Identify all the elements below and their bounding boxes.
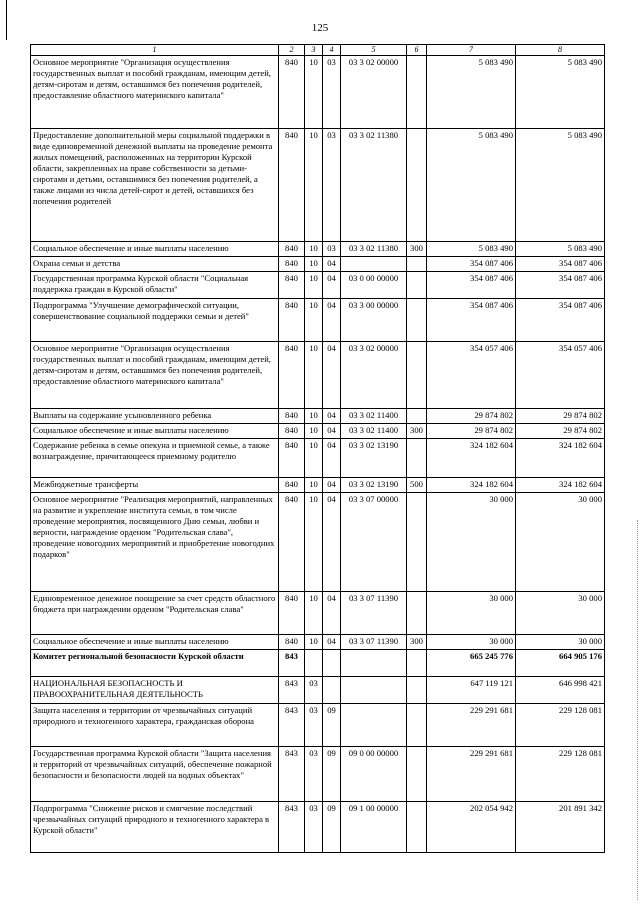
row-ministry: 843 xyxy=(279,747,305,802)
table-row xyxy=(31,802,605,853)
row-target-article: 09 1 00 00000 xyxy=(341,802,407,853)
row-subsection: 04 xyxy=(323,342,341,409)
row-ministry: 840 xyxy=(279,342,305,409)
row-expense-type xyxy=(407,493,427,592)
row-name: Социальное обеспечение и иные выплаты населению xyxy=(31,635,279,650)
row-amount-2022: 354 087 406 xyxy=(516,272,605,299)
row-ministry: 843 xyxy=(279,704,305,747)
column-header-7: 7 xyxy=(427,45,516,56)
table-row xyxy=(31,677,605,704)
page-number: 125 xyxy=(311,22,329,34)
row-amount-2021: 354 087 406 xyxy=(427,257,516,272)
row-amount-2021: 354 087 406 xyxy=(427,299,516,342)
row-expense-type xyxy=(407,704,427,747)
row-amount-2022: 29 874 802 xyxy=(516,409,605,424)
row-amount-2021: 354 087 406 xyxy=(427,272,516,299)
row-target-article: 03 3 02 13190 xyxy=(341,478,407,493)
row-amount-2022: 354 087 406 xyxy=(516,299,605,342)
row-subsection: 03 xyxy=(323,129,341,242)
row-ministry: 843 xyxy=(279,802,305,853)
row-section: 10 xyxy=(305,257,323,272)
row-target-article: 03 3 07 11390 xyxy=(341,635,407,650)
row-name: Основное мероприятие "Организация осуществления государственных выплат и пособий гражданам, имеющим детей, детям-сиротам и детям, оставшимся без попечения родителей, предоставление областного материнского капитала" xyxy=(31,342,279,409)
table-row xyxy=(31,299,605,342)
row-expense-type xyxy=(407,592,427,635)
row-expense-type: 300 xyxy=(407,242,427,257)
row-target-article: 03 3 02 11400 xyxy=(341,424,407,439)
row-ministry: 840 xyxy=(279,129,305,242)
row-amount-2021: 229 291 681 xyxy=(427,747,516,802)
row-name: Межбюджетные трансферты xyxy=(31,478,279,493)
row-amount-2021: 354 057 406 xyxy=(427,342,516,409)
row-amount-2021: 665 245 776 xyxy=(427,650,516,677)
column-header-1: 1 xyxy=(31,45,279,56)
row-amount-2021: 5 083 490 xyxy=(427,129,516,242)
row-name: Предоставление дополнительной меры социальной поддержки в виде единовременной денежной выплаты на проведение ремонта жилых помещений, расположенных на территории Курской области, закрепленных на праве собственности за детьми-сиротами и детьми, оставшимися без попечения родителей, а также лицами из числа детей-сирот и детей, оставшихся без попечения родителей xyxy=(31,129,279,242)
column-header-3: 3 xyxy=(305,45,323,56)
row-subsection: 04 xyxy=(323,299,341,342)
row-name: Основное мероприятие "Организация осуществления государственных выплат и пособий гражданам, имеющим детей, детям-сиротам и детям, оставшимся без попечения родителей, предоставление областного материнского капитала" xyxy=(31,56,279,129)
row-name: Охрана семьи и детства xyxy=(31,257,279,272)
row-target-article xyxy=(341,704,407,747)
row-target-article: 03 0 00 00000 xyxy=(341,272,407,299)
row-section: 10 xyxy=(305,592,323,635)
row-subsection: 04 xyxy=(323,272,341,299)
row-amount-2021: 29 874 802 xyxy=(427,409,516,424)
table-row xyxy=(31,747,605,802)
row-amount-2022: 229 128 081 xyxy=(516,747,605,802)
row-name: Подпрограмма "Улучшение демографической ситуации, совершенствование социальной поддержки семьи и детей" xyxy=(31,299,279,342)
column-header-8: 8 xyxy=(516,45,605,56)
row-name: Выплаты на содержание усыновленного ребенка xyxy=(31,409,279,424)
row-expense-type xyxy=(407,299,427,342)
table-row xyxy=(31,342,605,409)
row-amount-2022: 229 128 081 xyxy=(516,704,605,747)
column-header-6: 6 xyxy=(407,45,427,56)
table-row xyxy=(31,478,605,493)
table-row xyxy=(31,650,605,677)
row-amount-2022: 30 000 xyxy=(516,493,605,592)
row-subsection: 04 xyxy=(323,493,341,592)
row-name: Социальное обеспечение и иные выплаты населению xyxy=(31,242,279,257)
row-ministry: 840 xyxy=(279,257,305,272)
row-target-article: 09 0 00 00000 xyxy=(341,747,407,802)
row-section: 10 xyxy=(305,635,323,650)
row-amount-2021: 647 119 121 xyxy=(427,677,516,704)
row-ministry: 840 xyxy=(279,409,305,424)
row-expense-type xyxy=(407,747,427,802)
row-target-article: 03 3 02 11380 xyxy=(341,242,407,257)
row-subsection: 04 xyxy=(323,635,341,650)
row-name: Единовременное денежное поощрение за счет средств областного бюджета при награждении орденом "Родительская слава" xyxy=(31,592,279,635)
row-section: 10 xyxy=(305,439,323,478)
row-ministry: 840 xyxy=(279,272,305,299)
row-section: 10 xyxy=(305,242,323,257)
row-amount-2021: 5 083 490 xyxy=(427,56,516,129)
row-target-article: 03 3 07 11390 xyxy=(341,592,407,635)
table-row xyxy=(31,272,605,299)
row-expense-type xyxy=(407,342,427,409)
row-amount-2022: 201 891 342 xyxy=(516,802,605,853)
row-subsection: 09 xyxy=(323,704,341,747)
row-ministry: 843 xyxy=(279,677,305,704)
row-expense-type xyxy=(407,439,427,478)
row-subsection: 04 xyxy=(323,592,341,635)
row-section: 03 xyxy=(305,802,323,853)
row-name: Защита населения и территории от чрезвычайных ситуаций природного и техногенного характера, гражданская оборона xyxy=(31,704,279,747)
row-section: 03 xyxy=(305,747,323,802)
row-subsection: 04 xyxy=(323,409,341,424)
row-amount-2021: 30 000 xyxy=(427,592,516,635)
row-subsection: 04 xyxy=(323,478,341,493)
row-expense-type xyxy=(407,257,427,272)
row-name: Подпрограмма "Снижение рисков и смягчение последствий чрезвычайных ситуаций природного и техногенного характера в Курской области" xyxy=(31,802,279,853)
table-row xyxy=(31,493,605,592)
row-amount-2022: 30 000 xyxy=(516,635,605,650)
table-row xyxy=(31,56,605,129)
row-ministry: 840 xyxy=(279,592,305,635)
row-section: 10 xyxy=(305,342,323,409)
row-amount-2022: 354 087 406 xyxy=(516,257,605,272)
row-section: 03 xyxy=(305,704,323,747)
column-header-5: 5 xyxy=(341,45,407,56)
row-amount-2022: 5 083 490 xyxy=(516,56,605,129)
row-section: 10 xyxy=(305,409,323,424)
row-amount-2021: 30 000 xyxy=(427,493,516,592)
row-target-article xyxy=(341,650,407,677)
row-amount-2021: 30 000 xyxy=(427,635,516,650)
row-expense-type xyxy=(407,802,427,853)
row-expense-type: 500 xyxy=(407,478,427,493)
row-amount-2022: 29 874 802 xyxy=(516,424,605,439)
table-body xyxy=(31,56,605,853)
row-target-article: 03 3 07 00000 xyxy=(341,493,407,592)
row-amount-2022: 354 057 406 xyxy=(516,342,605,409)
table-row xyxy=(31,129,605,242)
row-expense-type xyxy=(407,272,427,299)
row-subsection: 03 xyxy=(323,242,341,257)
row-subsection xyxy=(323,650,341,677)
row-amount-2022: 5 083 490 xyxy=(516,129,605,242)
row-amount-2022: 5 083 490 xyxy=(516,242,605,257)
table-row xyxy=(31,257,605,272)
row-subsection: 03 xyxy=(323,56,341,129)
row-name: НАЦИОНАЛЬНАЯ БЕЗОПАСНОСТЬ И ПРАВООХРАНИТЕЛЬНАЯ ДЕЯТЕЛЬНОСТЬ xyxy=(31,677,279,704)
row-amount-2022: 324 182 604 xyxy=(516,478,605,493)
column-header-2: 2 xyxy=(279,45,305,56)
budget-table xyxy=(30,44,605,853)
table-row xyxy=(31,242,605,257)
row-ministry: 840 xyxy=(279,424,305,439)
row-target-article: 03 3 02 11380 xyxy=(341,129,407,242)
row-subsection xyxy=(323,677,341,704)
row-section: 10 xyxy=(305,272,323,299)
table-row xyxy=(31,704,605,747)
row-amount-2022: 664 905 176 xyxy=(516,650,605,677)
table-row xyxy=(31,409,605,424)
table-header-row xyxy=(31,45,605,56)
row-amount-2021: 5 083 490 xyxy=(427,242,516,257)
column-header-4: 4 xyxy=(323,45,341,56)
row-expense-type: 300 xyxy=(407,424,427,439)
row-section: 10 xyxy=(305,478,323,493)
margin-dots xyxy=(636,520,638,900)
table-row xyxy=(31,439,605,478)
row-target-article: 03 3 00 00000 xyxy=(341,299,407,342)
row-section: 10 xyxy=(305,129,323,242)
table-row xyxy=(31,592,605,635)
row-amount-2021: 202 054 942 xyxy=(427,802,516,853)
row-expense-type xyxy=(407,650,427,677)
row-section: 10 xyxy=(305,299,323,342)
row-amount-2021: 324 182 604 xyxy=(427,439,516,478)
row-amount-2021: 29 874 802 xyxy=(427,424,516,439)
row-target-article: 03 3 02 11400 xyxy=(341,409,407,424)
row-target-article xyxy=(341,257,407,272)
row-ministry: 843 xyxy=(279,650,305,677)
row-amount-2022: 324 182 604 xyxy=(516,439,605,478)
row-section: 03 xyxy=(305,677,323,704)
row-expense-type xyxy=(407,409,427,424)
row-section: 10 xyxy=(305,493,323,592)
row-name: Комитет региональной безопасности Курской области xyxy=(31,650,279,677)
row-ministry: 840 xyxy=(279,493,305,592)
row-subsection: 04 xyxy=(323,424,341,439)
row-section: 10 xyxy=(305,424,323,439)
row-name: Социальное обеспечение и иные выплаты населению xyxy=(31,424,279,439)
row-target-article: 03 3 02 00000 xyxy=(341,56,407,129)
row-ministry: 840 xyxy=(279,242,305,257)
row-subsection: 04 xyxy=(323,439,341,478)
row-target-article: 03 3 02 13190 xyxy=(341,439,407,478)
row-section xyxy=(305,650,323,677)
row-subsection: 09 xyxy=(323,802,341,853)
row-target-article xyxy=(341,677,407,704)
row-section: 10 xyxy=(305,56,323,129)
row-amount-2021: 229 291 681 xyxy=(427,704,516,747)
row-name: Государственная программа Курской области "Социальная поддержка граждан в Курской области" xyxy=(31,272,279,299)
row-ministry: 840 xyxy=(279,439,305,478)
row-name: Основное мероприятие "Реализация мероприятий, направленных на развитие и укрепление института семьи, в том числе проведение мероприятия, посвященного Дню семьи, любви и верности, награждение орденом "Родительская слава", проведение новогодних мероприятий и приобретение новогодних подарков" xyxy=(31,493,279,592)
row-expense-type xyxy=(407,677,427,704)
row-ministry: 840 xyxy=(279,478,305,493)
row-subsection: 09 xyxy=(323,747,341,802)
row-target-article: 03 3 02 00000 xyxy=(341,342,407,409)
row-ministry: 840 xyxy=(279,635,305,650)
row-name: Государственная программа Курской области "Защита населения и территорий от чрезвычайных ситуаций, обеспечение пожарной безопасности и безопасности людей на водных объектах" xyxy=(31,747,279,802)
row-amount-2021: 324 182 604 xyxy=(427,478,516,493)
row-name: Содержание ребенка в семье опекуна и приемной семье, а также вознаграждение, причитающееся приемному родителю xyxy=(31,439,279,478)
row-subsection: 04 xyxy=(323,257,341,272)
row-amount-2022: 646 998 421 xyxy=(516,677,605,704)
table-row xyxy=(31,424,605,439)
row-expense-type xyxy=(407,129,427,242)
row-expense-type xyxy=(407,56,427,129)
row-expense-type: 300 xyxy=(407,635,427,650)
row-ministry: 840 xyxy=(279,299,305,342)
margin-line xyxy=(6,0,7,40)
row-ministry: 840 xyxy=(279,56,305,129)
table-row xyxy=(31,635,605,650)
row-amount-2022: 30 000 xyxy=(516,592,605,635)
